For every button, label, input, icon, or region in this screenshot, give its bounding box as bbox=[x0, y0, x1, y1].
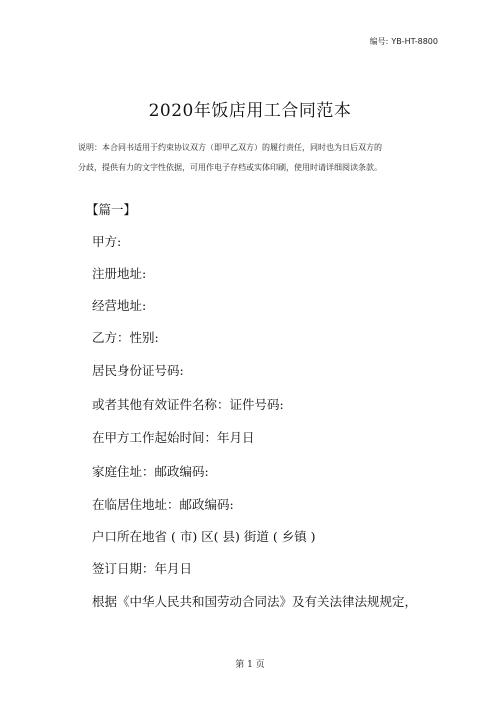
legal-basis-paragraph: 根据《中华人民共和国劳动合同法》及有关法律法规规定， bbox=[92, 594, 418, 609]
registered-address-field: 注册地址: bbox=[92, 266, 147, 281]
document-number-label: 编号: bbox=[369, 37, 389, 46]
other-certificate-field: 或者其他有效证件名称：证件号码: bbox=[92, 397, 284, 412]
temporary-address-field: 在临居住地址：邮政编码: bbox=[92, 497, 234, 512]
work-start-date-field: 在甲方工作起始时间：年月日 bbox=[92, 430, 255, 445]
description-line: 说明：本合同书适用于约束协议双方（即甲乙双方）的履行责任，同时也为日后双方的 bbox=[78, 143, 382, 152]
signing-date-field: 签订日期：年月日 bbox=[92, 561, 193, 576]
document-number bbox=[370, 36, 438, 47]
description-line: 分歧，提供有力的文字性依据，可用作电子存档或实体印刷，使用时请详细阅读条款。 bbox=[78, 163, 382, 172]
document-description bbox=[78, 138, 403, 178]
page-number: 第 1 页 bbox=[235, 660, 265, 670]
document-number-value: YB-HT-8800 bbox=[391, 37, 438, 46]
household-registration-field: 户口所在地省 ( 市) 区( 县) 街道 ( 乡镇 ) bbox=[92, 529, 316, 544]
party-b-gender-field: 乙方：性别: bbox=[92, 330, 159, 345]
document-title: 2020年饭店用工合同范本 bbox=[148, 101, 352, 121]
id-number-field: 居民身份证号码: bbox=[92, 363, 184, 378]
section-heading: 【篇一】 bbox=[86, 202, 137, 217]
party-a-field: 甲方: bbox=[92, 234, 122, 249]
business-address-field: 经营地址: bbox=[92, 298, 147, 313]
home-address-field: 家庭住址：邮政编码: bbox=[92, 464, 209, 479]
